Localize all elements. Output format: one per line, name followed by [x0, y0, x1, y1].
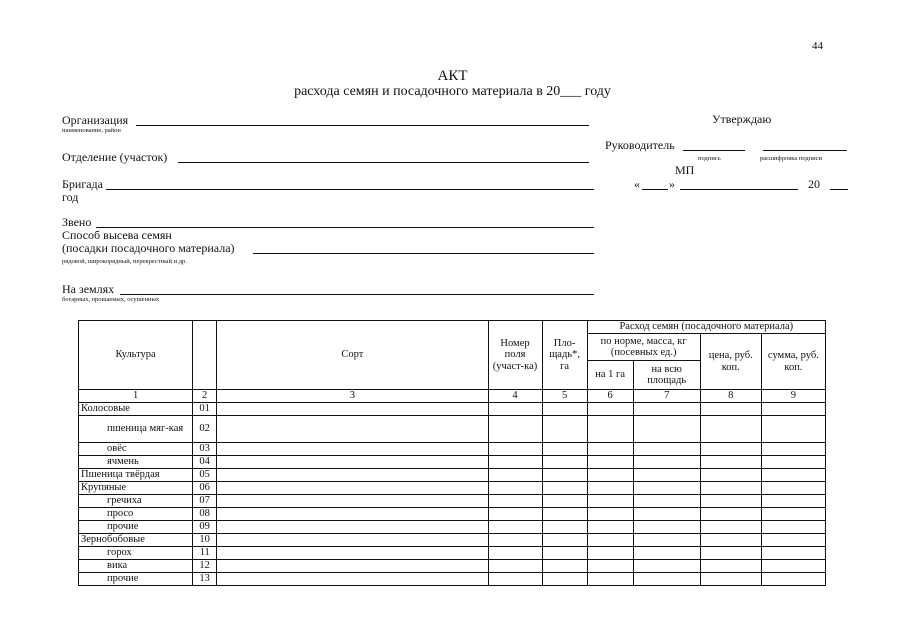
- organization-hint: наименование, район: [62, 127, 121, 134]
- total-area-cell[interactable]: [633, 456, 700, 469]
- signature-field[interactable]: [683, 150, 745, 151]
- document-title: АКТ: [437, 68, 468, 84]
- field-number-cell[interactable]: [488, 521, 542, 534]
- field-number-cell[interactable]: [488, 416, 542, 443]
- header-field-number: Номер поля (участ-ка): [488, 321, 542, 390]
- brigade-field[interactable]: [106, 189, 594, 190]
- organization-field[interactable]: [136, 125, 589, 126]
- date-day-field[interactable]: [642, 189, 668, 190]
- variety-cell[interactable]: [217, 495, 488, 508]
- per-ha-cell[interactable]: [587, 573, 633, 586]
- variety-cell[interactable]: [217, 547, 488, 560]
- sum-cell[interactable]: [761, 416, 825, 443]
- price-cell[interactable]: [700, 521, 761, 534]
- column-number: 3: [217, 390, 488, 403]
- head-label: Руководитель: [605, 138, 675, 152]
- area-cell[interactable]: [542, 443, 587, 456]
- stamp-label: МП: [675, 163, 695, 177]
- total-area-cell[interactable]: [633, 469, 700, 482]
- sum-cell[interactable]: [761, 495, 825, 508]
- variety-cell[interactable]: [217, 443, 488, 456]
- header-sum: сумма, руб. коп.: [761, 334, 825, 390]
- per-ha-cell[interactable]: [587, 482, 633, 495]
- header-area: Пло-щадь*, га: [542, 321, 587, 390]
- row-code: 03: [193, 443, 217, 456]
- brigade-label: Бригада: [62, 177, 103, 191]
- seed-consumption-table: [78, 320, 826, 586]
- sum-cell[interactable]: [761, 508, 825, 521]
- sowing-method-hint: рядовой, широкорядный, перекрестный и др.: [62, 258, 187, 265]
- area-cell[interactable]: [542, 482, 587, 495]
- header-culture: Культура: [79, 321, 193, 390]
- column-number: 8: [700, 390, 761, 403]
- culture-name: просо: [79, 508, 193, 521]
- column-numbers-row: [79, 390, 826, 403]
- total-area-cell[interactable]: [633, 534, 700, 547]
- header-consumption-group: Расход семян (посадочного материала): [587, 321, 825, 334]
- area-cell[interactable]: [542, 508, 587, 521]
- sum-cell[interactable]: [761, 521, 825, 534]
- price-cell[interactable]: [700, 482, 761, 495]
- area-cell[interactable]: [542, 547, 587, 560]
- table-row: [79, 456, 826, 469]
- total-area-cell[interactable]: [633, 443, 700, 456]
- culture-name: Зернобобовые: [79, 534, 193, 547]
- header-price: цена, руб. коп.: [700, 334, 761, 390]
- table-row: [79, 495, 826, 508]
- date-year-field[interactable]: [830, 189, 848, 190]
- sum-cell[interactable]: [761, 547, 825, 560]
- row-code: 13: [193, 573, 217, 586]
- per-ha-cell[interactable]: [587, 443, 633, 456]
- variety-cell[interactable]: [217, 403, 488, 416]
- area-cell[interactable]: [542, 403, 587, 416]
- field-number-cell[interactable]: [488, 403, 542, 416]
- signature-hint: подпись: [698, 155, 721, 162]
- header-by-norm: по норме, масса, кг (посевных ед.): [587, 334, 700, 361]
- variety-cell[interactable]: [217, 534, 488, 547]
- per-ha-cell[interactable]: [587, 403, 633, 416]
- culture-name: горох: [79, 547, 193, 560]
- price-cell[interactable]: [700, 416, 761, 443]
- area-cell[interactable]: [542, 560, 587, 573]
- department-field[interactable]: [178, 162, 589, 163]
- price-cell[interactable]: [700, 547, 761, 560]
- area-cell[interactable]: [542, 469, 587, 482]
- field-number-cell[interactable]: [488, 573, 542, 586]
- variety-cell[interactable]: [217, 456, 488, 469]
- table-row: [79, 547, 826, 560]
- total-area-cell[interactable]: [633, 521, 700, 534]
- page-number: 44: [812, 40, 823, 52]
- culture-name: прочие: [79, 521, 193, 534]
- sum-cell[interactable]: [761, 534, 825, 547]
- variety-cell[interactable]: [217, 573, 488, 586]
- lands-hint: богарных, орошаемых, осушенных: [62, 296, 160, 303]
- per-ha-cell[interactable]: [587, 521, 633, 534]
- total-area-cell[interactable]: [633, 495, 700, 508]
- date-month-field[interactable]: [680, 189, 798, 190]
- price-cell[interactable]: [700, 508, 761, 521]
- price-cell[interactable]: [700, 573, 761, 586]
- per-ha-cell[interactable]: [587, 495, 633, 508]
- table-row: [79, 403, 826, 416]
- per-ha-cell[interactable]: [587, 534, 633, 547]
- per-ha-cell[interactable]: [587, 456, 633, 469]
- field-number-cell[interactable]: [488, 508, 542, 521]
- culture-name: вика: [79, 560, 193, 573]
- decoding-hint: расшифровка подписи: [760, 155, 823, 162]
- field-number-cell[interactable]: [488, 456, 542, 469]
- row-code: 11: [193, 547, 217, 560]
- per-ha-cell[interactable]: [587, 547, 633, 560]
- table-row: [79, 482, 826, 495]
- department-label: Отделение (участок): [62, 150, 168, 164]
- field-number-cell[interactable]: [488, 560, 542, 573]
- price-cell[interactable]: [700, 560, 761, 573]
- area-cell[interactable]: [542, 416, 587, 443]
- sowing-method-field[interactable]: [253, 253, 594, 254]
- total-area-cell[interactable]: [633, 508, 700, 521]
- table-row: [79, 416, 826, 443]
- area-cell[interactable]: [542, 573, 587, 586]
- sum-cell[interactable]: [761, 443, 825, 456]
- column-number: 4: [488, 390, 542, 403]
- price-cell[interactable]: [700, 534, 761, 547]
- culture-name: Пшеница твёрдая: [79, 469, 193, 482]
- total-area-cell[interactable]: [633, 573, 700, 586]
- row-code: 06: [193, 482, 217, 495]
- variety-cell[interactable]: [217, 521, 488, 534]
- culture-name: прочие: [79, 573, 193, 586]
- variety-cell[interactable]: [217, 508, 488, 521]
- price-cell[interactable]: [700, 443, 761, 456]
- total-area-cell[interactable]: [633, 482, 700, 495]
- organization-label: Организация: [62, 113, 129, 127]
- culture-name: ячмень: [79, 456, 193, 469]
- row-code: 10: [193, 534, 217, 547]
- document-subtitle: расхода семян и посадочного материала в 20___ году: [294, 84, 611, 99]
- sum-cell[interactable]: [761, 560, 825, 573]
- total-area-cell[interactable]: [633, 547, 700, 560]
- price-cell[interactable]: [700, 495, 761, 508]
- area-cell[interactable]: [542, 521, 587, 534]
- row-code: 07: [193, 495, 217, 508]
- sum-cell[interactable]: [761, 403, 825, 416]
- table-row: [79, 443, 826, 456]
- culture-name: гречиха: [79, 495, 193, 508]
- price-cell[interactable]: [700, 456, 761, 469]
- lands-field[interactable]: [120, 294, 594, 295]
- row-code: 12: [193, 560, 217, 573]
- row-code: 02: [193, 416, 217, 443]
- row-code: 08: [193, 508, 217, 521]
- table-row: [79, 469, 826, 482]
- header-per-ha: на 1 га: [587, 361, 633, 390]
- sowing-method-label: Способ высева семян: [62, 228, 172, 242]
- area-cell[interactable]: [542, 456, 587, 469]
- column-number: 1: [79, 390, 193, 403]
- per-ha-cell[interactable]: [587, 469, 633, 482]
- culture-name: Крупяные: [79, 482, 193, 495]
- total-area-cell[interactable]: [633, 416, 700, 443]
- culture-name: Колосовые: [79, 403, 193, 416]
- approve-label: Утверждаю: [712, 112, 772, 126]
- variety-cell[interactable]: [217, 482, 488, 495]
- decoding-field[interactable]: [763, 150, 847, 151]
- row-code: 01: [193, 403, 217, 416]
- sum-cell[interactable]: [761, 573, 825, 586]
- column-number: 9: [761, 390, 825, 403]
- sowing-method-label-2: (посадки посадочного материала): [62, 241, 235, 255]
- table-row: [79, 560, 826, 573]
- field-number-cell[interactable]: [488, 495, 542, 508]
- area-cell[interactable]: [542, 534, 587, 547]
- year-label: год: [62, 190, 79, 204]
- table-row: [79, 521, 826, 534]
- table-row: [79, 534, 826, 547]
- field-number-cell[interactable]: [488, 443, 542, 456]
- per-ha-cell[interactable]: [587, 508, 633, 521]
- price-cell[interactable]: [700, 403, 761, 416]
- price-cell[interactable]: [700, 469, 761, 482]
- row-code: 09: [193, 521, 217, 534]
- sum-cell[interactable]: [761, 469, 825, 482]
- culture-name: овёс: [79, 443, 193, 456]
- field-number-cell[interactable]: [488, 547, 542, 560]
- variety-cell[interactable]: [217, 560, 488, 573]
- sum-cell[interactable]: [761, 482, 825, 495]
- variety-cell[interactable]: [217, 416, 488, 443]
- variety-cell[interactable]: [217, 469, 488, 482]
- total-area-cell[interactable]: [633, 560, 700, 573]
- date-year-prefix: 20: [808, 177, 820, 191]
- total-area-cell[interactable]: [633, 403, 700, 416]
- unit-label: Звено: [62, 215, 92, 229]
- column-number: 5: [542, 390, 587, 403]
- column-number: 6: [587, 390, 633, 403]
- header-code: [193, 321, 217, 390]
- table-row: [79, 573, 826, 586]
- table-row: [79, 508, 826, 521]
- lands-label: На землях: [62, 282, 115, 296]
- header-variety: Сорт: [217, 321, 488, 390]
- per-ha-cell[interactable]: [587, 416, 633, 443]
- column-number: 2: [193, 390, 217, 403]
- field-number-cell[interactable]: [488, 534, 542, 547]
- row-code: 05: [193, 469, 217, 482]
- culture-name: пшеница мяг-кая: [79, 416, 193, 443]
- sum-cell[interactable]: [761, 456, 825, 469]
- date-open-quote: «: [634, 177, 640, 191]
- field-number-cell[interactable]: [488, 469, 542, 482]
- date-close-quote: »: [669, 177, 675, 191]
- header-total-area: на всю площадь: [633, 361, 700, 390]
- area-cell[interactable]: [542, 495, 587, 508]
- field-number-cell[interactable]: [488, 482, 542, 495]
- row-code: 04: [193, 456, 217, 469]
- per-ha-cell[interactable]: [587, 560, 633, 573]
- column-number: 7: [633, 390, 700, 403]
